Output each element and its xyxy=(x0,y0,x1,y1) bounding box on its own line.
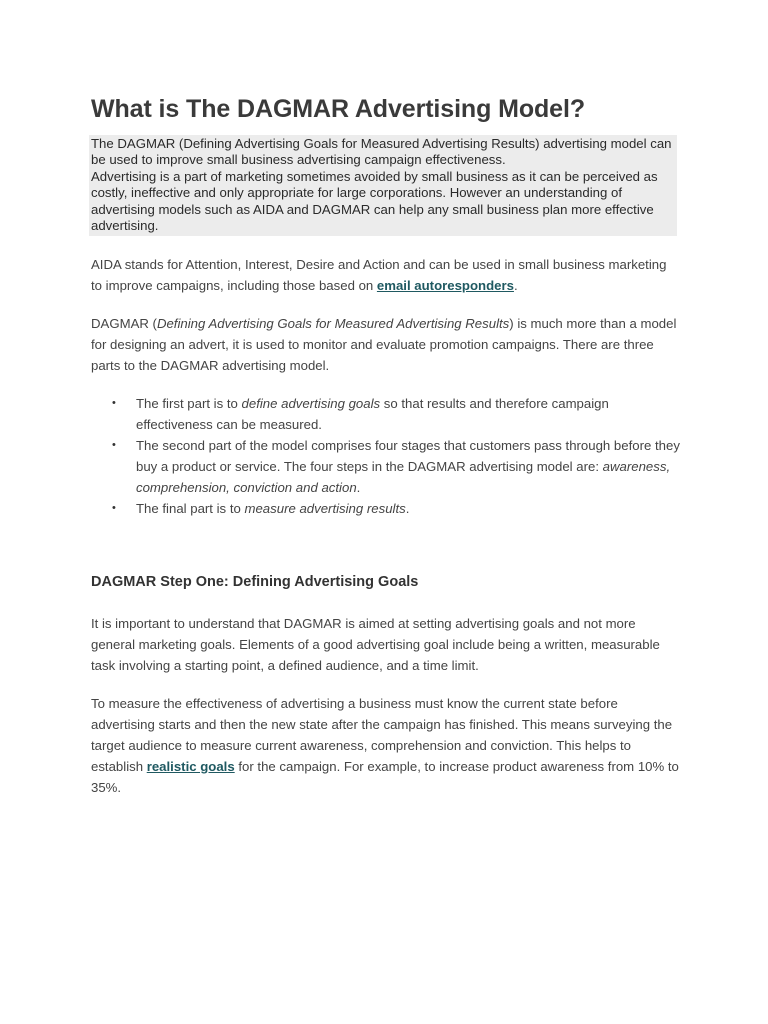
page-title: What is The DAGMAR Advertising Model? xyxy=(91,95,585,123)
bullet-italic: define advertising goals xyxy=(241,396,381,411)
list-item xyxy=(91,393,681,435)
bullet-icon: • xyxy=(112,397,116,409)
intro-line-1: The DAGMAR (Defining Advertising Goals for Measured Advertising Results) advertising model can be used to improve small business advertising campaign effectiveness. xyxy=(91,136,672,168)
bullet-icon: • xyxy=(112,502,116,514)
dagmar-paragraph xyxy=(91,313,681,376)
measure-paragraph xyxy=(91,693,681,798)
intro-highlight-block xyxy=(89,135,677,236)
bullet-italic: measure advertising results xyxy=(244,501,406,516)
measure-pre: To measure the effectiveness of advertising a business must know the current state before advertising starts and then the new state after the campaign has finished. This means surveying the target audience to measure current awareness, comprehension and conviction. This helps to establish xyxy=(91,696,673,774)
email-autoresponders-link[interactable]: email autoresponders xyxy=(376,278,514,293)
bullet-post: . xyxy=(356,480,361,495)
list-item xyxy=(91,498,681,519)
step-one-heading: DAGMAR Step One: Defining Advertising Goals xyxy=(91,574,419,590)
bullet-italic: awareness, comprehension, conviction and action xyxy=(136,459,671,495)
list-item xyxy=(91,435,681,498)
bullet-pre: The second part of the model comprises four stages that customers pass through before they buy a product or service. The four steps in the DAGMAR advertising model are: xyxy=(136,438,680,474)
bullet-pre: The first part is to xyxy=(136,396,242,411)
dagmar-post: ) is much more than a model for designing an advert, it is used to monitor and evaluate promotion campaigns. There are three parts to the DAGMAR advertising model. xyxy=(91,316,677,373)
dagmar-pre: DAGMAR ( xyxy=(91,316,157,331)
bullet-post: so that results and therefore campaign effectiveness can be measured. xyxy=(136,396,609,432)
measure-post: for the campaign. For example, to increase product awareness from 10% to 35%. xyxy=(91,759,679,795)
dagmar-parts-list xyxy=(91,393,681,519)
aida-end: . xyxy=(513,278,518,293)
aida-paragraph xyxy=(91,254,681,296)
bullet-icon: • xyxy=(112,439,116,451)
dagmar-italic: Defining Advertising Goals for Measured Advertising Results xyxy=(156,316,510,331)
bullet-pre: The final part is to xyxy=(136,501,245,516)
intro-line-2: Advertising is a part of marketing sometimes avoided by small business as it can be perceived as costly, ineffective and only appropriate for large corporations. However an understanding of advertising models such as AIDA and DAGMAR can help any small business plan more effective advertising. xyxy=(91,168,658,234)
bullet-post: . xyxy=(405,501,410,516)
aida-text: AIDA stands for Attention, Interest, Desire and Action and can be used in small business marketing to improve campaigns, including those based on xyxy=(91,257,667,293)
goals-paragraph: It is important to understand that DAGMAR is aimed at setting advertising goals and not more general marketing goals. Elements of a good advertising goal include being a written, measurable task involving a starting point, a defined audience, and a time limit. xyxy=(91,616,660,673)
realistic-goals-link[interactable]: realistic goals xyxy=(146,759,235,774)
